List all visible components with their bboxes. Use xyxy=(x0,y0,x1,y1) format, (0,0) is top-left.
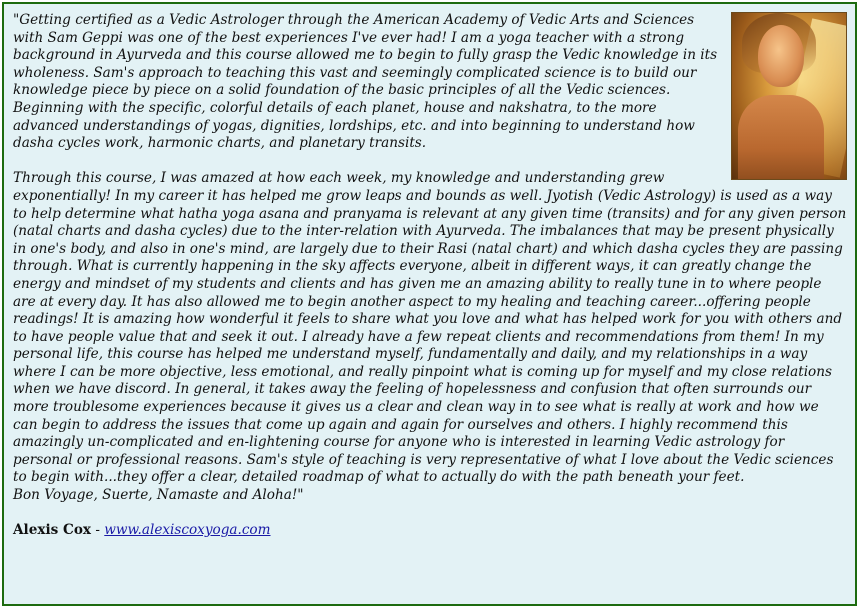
testimonial-box xyxy=(2,2,857,606)
testimonial-content xyxy=(13,12,847,540)
testimonial-paragraph-1: "Getting certified as a Vedic Astrologer through the American Academy of Vedic Arts and Sciences with Sam Geppi was one of the best experiences I've ever had! I am a yoga teacher with a strong background in Ayurveda and this course allowed me to begin to fully grasp the Vedic knowledge in its wholeness. Sam's approach to teaching this vast and seemingly complicated science is to build our knowledge piece by piece on a solid foundation of the basic principles of all the Vedic sciences. Beginning with the specific, colorful details of each planet, house and nakshatra, to the more advanced understandings of yogas, dignities, lordships, etc. and into beginning to understand how dasha cycles work, harmonic charts, and planetary transits. xyxy=(13,12,718,152)
testimonial-closing: Bon Voyage, Suerte, Namaste and Aloha!" xyxy=(13,487,304,504)
author-separator: - xyxy=(91,522,105,539)
testimonial-paragraph-2: Through this course, I was amazed at how each week, my knowledge and understanding grew exponentially! In my career it has helped me grow leaps and bounds as well. Jyotish (Vedic Astrology) is used as a way to help determine what hatha yoga asana and pranyama is relevant at any given time (transits) and for any given person (natal charts and dasha cycles) due to the inter-relation with Ayurveda. The imbalances that may be present physically in one's body, and also in one's mind, are largely due to their Rasi (natal chart) and which dasha cycles they are passing through. What is currently happening in the sky affects everyone, albeit in different ways, it can greatly change the energy and mindset of my students and clients and has given me an amazing ability to really tune in to where people are at every day. It has also allowed me to begin another aspect to my healing and teaching career...offering people readings! It is amazing how wonderful it feels to share what you love and what has helped work for you with others and to have people value that and seek it out. I already have a few repeat clients and recommendations from them! In my personal life, this course has helped me understand myself, fundamentally and daily, and my relationships in a way where I can be more objective, less emotional, and really pinpoint what is coming up for myself and my close relations when we have discord. In general, it takes away the feeling of hopelessness and confusion that often surrounds our more troublesome experiences because it gives us a clear and clean way in to see what is really at work and how we can begin to address the issues that come up again and again for ourselves and others. I highly recommend this amazingly un-complicated and en-lightening course for anyone who is interested in learning Vedic astrology for personal or professional reasons. Sam's style of teaching is very representative of what I love about the Vedic sciences to begin with...they offer a clear, detailed roadmap of what to actually do with the path beneath your feet. xyxy=(13,170,847,486)
author-photo xyxy=(731,12,847,180)
author-credit xyxy=(13,522,847,540)
author-website-link[interactable]: www.alexiscoxyoga.com xyxy=(104,522,271,539)
author-name: Alexis Cox xyxy=(13,522,92,539)
testimonial-quote xyxy=(13,12,847,505)
